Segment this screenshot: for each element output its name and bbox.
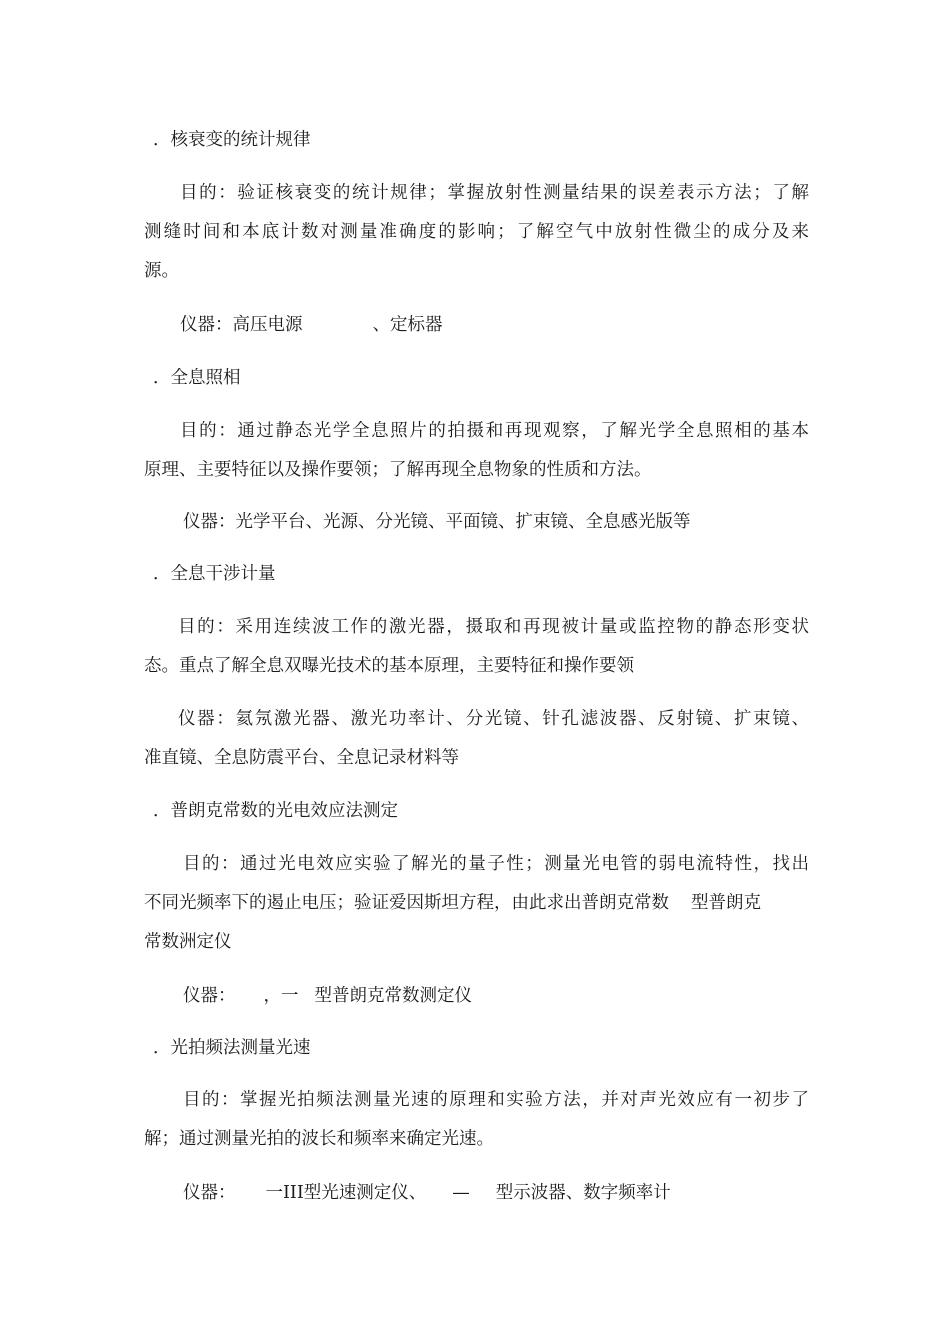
- instrument-text: 型示波器、数字频率计: [495, 1183, 671, 1203]
- instrument-line: 准直镜、全息防震平台、全息记录材料等: [144, 748, 459, 768]
- purpose-line: 目的：验证核衰变的统计规律；掌握放射性测量结果的误差表示方法；了解: [180, 183, 809, 203]
- section-heading: ．全息照相: [153, 368, 241, 388]
- purpose-line: 目的：通过光电效应实验了解光的量子性；测量光电管的弱电流特性，找出: [183, 854, 809, 874]
- instrument-line: [183, 984, 848, 1008]
- section-heading: ．全息干涉计量: [153, 564, 276, 584]
- instrument-line: [183, 1181, 848, 1205]
- purpose-line: 测缝时间和本底计数对测量准确度的影响；了解空气中放射性微尘的成分及来: [144, 222, 809, 242]
- instrument-text: 型普朗克常数测定仪: [314, 986, 472, 1006]
- purpose-line: 常数洲定仪: [144, 932, 232, 952]
- instrument-text: 仪器：高压电源: [180, 315, 303, 335]
- section-heading: ．普朗克常数的光电效应法测定: [153, 801, 398, 821]
- purpose-text: 型普朗克: [691, 893, 761, 913]
- purpose-line: 目的：掌握光拍频法测量光速的原理和实验方法，并对声光效应有一初步了: [183, 1090, 809, 1110]
- purpose-line: [144, 891, 809, 915]
- instrument-text: 仪器：: [183, 986, 236, 1006]
- purpose-line: 目的：采用连续波工作的激光器，摄取和再现被计量或监控物的静态形变状: [178, 617, 809, 637]
- instrument-text: 一III型光速测定仪、: [265, 1183, 427, 1203]
- purpose-line: 目的：通过静态光学全息照片的拍摄和再现观察，了解光学全息照相的基本: [180, 421, 809, 441]
- instrument-line: 仪器：氦氖激光器、激光功率计、分光镜、针孔滤波器、反射镜、扩束镜、: [178, 709, 809, 729]
- purpose-line: 源。: [144, 261, 179, 281]
- section-heading: ．光拍频法测量光速: [153, 1038, 311, 1058]
- instrument-text: 仪器：: [183, 1183, 236, 1203]
- purpose-text: 不同光频率下的遏止电压；验证爱因斯坦方程，由此求出普朗克常数: [144, 893, 669, 913]
- instrument-text: 、定标器: [372, 315, 443, 335]
- section-heading: ．核衰变的统计规律: [153, 130, 311, 150]
- purpose-line: 解；通过测量光拍的波长和频率来确定光速。: [144, 1129, 494, 1149]
- instrument-line: [180, 313, 845, 337]
- instrument-text: —: [452, 1183, 470, 1203]
- instrument-text: ，一: [263, 986, 299, 1006]
- purpose-line: 态。重点了解全息双曝光技术的基本原理，主要特征和操作要领: [144, 656, 634, 676]
- instrument-line: 仪器：光学平台、光源、分光镜、平面镜、扩束镜、全息感光版等: [183, 512, 691, 532]
- purpose-line: 原理、主要特征以及操作要领；了解再现全息物象的性质和方法。: [144, 460, 652, 480]
